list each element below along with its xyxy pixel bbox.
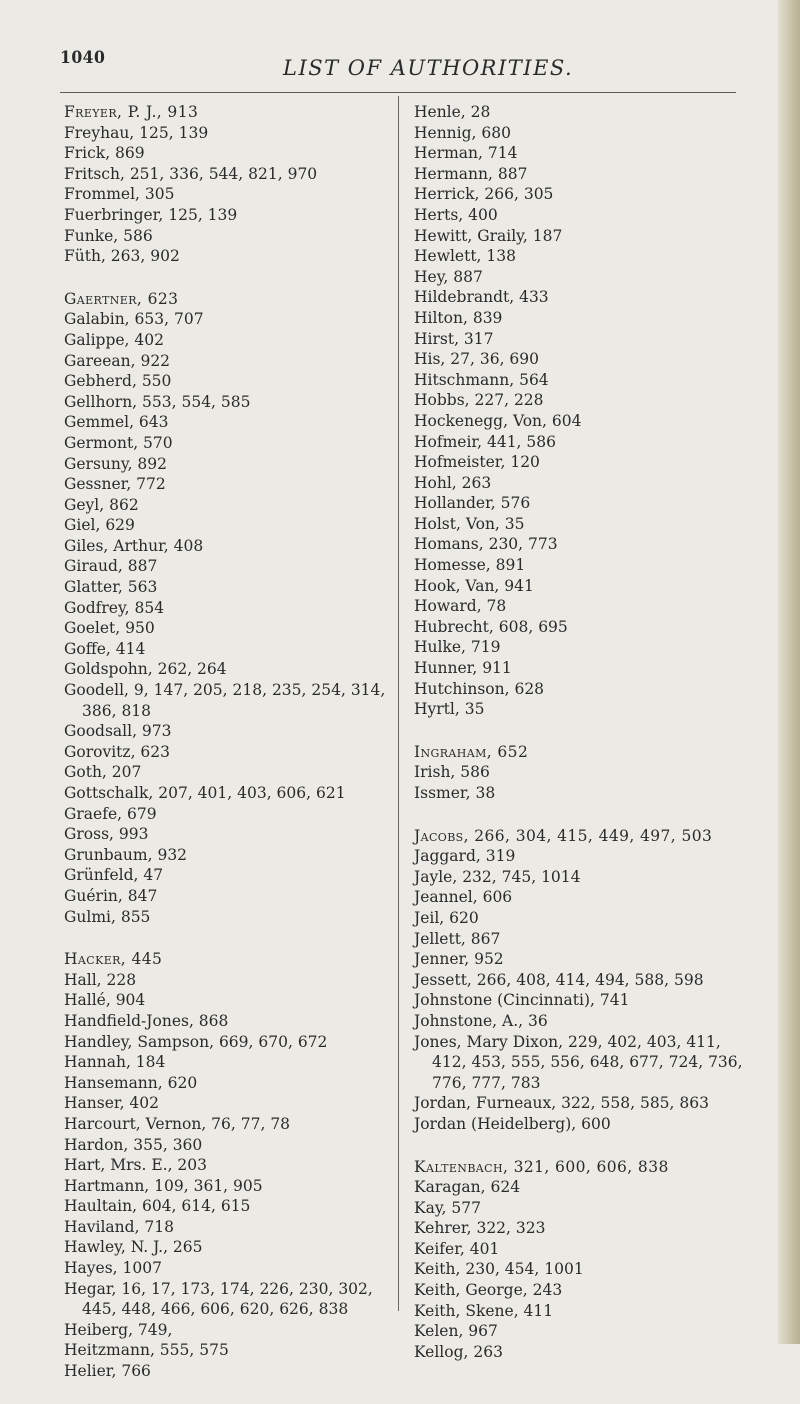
index-entry: Goodell, 9, 147, 205, 218, 235, 254, 314, 386, 818 <box>64 681 386 720</box>
index-entry: Johnstone, A., 36 <box>414 1011 548 1030</box>
index-entry: Grunbaum, 932 <box>64 845 188 864</box>
index-entry: Füth, 263, 902 <box>64 247 180 266</box>
index-entry: Hannah, 184 <box>64 1053 166 1072</box>
index-entry: Johnstone (Cincinnati), 741 <box>414 991 630 1010</box>
index-entry: Handley, Sampson, 669, 670, 672 <box>64 1032 328 1051</box>
index-entry: Hyrtl, 35 <box>414 700 485 719</box>
index-entry: Keith, George, 243 <box>414 1281 563 1300</box>
index-entry: Guérin, 847 <box>64 886 158 905</box>
index-entry: Germont, 570 <box>64 433 173 452</box>
index-entry: Keith, 230, 454, 1001 <box>414 1260 584 1279</box>
index-entry: Jaggard, 319 <box>414 847 516 866</box>
index-entry: Fuerbringer, 125, 139 <box>64 205 238 224</box>
index-entry: Frommel, 305 <box>64 185 175 204</box>
index-entry: Hook, Van, 941 <box>414 576 534 595</box>
index-entry: Freyer, P. J., 913 <box>64 103 199 121</box>
index-entry: Giles, Arthur, 408 <box>64 536 204 555</box>
index-entry: Issmer, 38 <box>414 784 496 802</box>
index-letter-group <box>414 102 749 720</box>
index-entry: Hohl, 263 <box>414 473 492 492</box>
index-entry: Hobbs, 227, 228 <box>414 391 544 410</box>
index-entry: Geyl, 862 <box>64 495 139 514</box>
index-entry: Hansemann, 620 <box>64 1073 198 1092</box>
index-entry: Ingraham, 652 <box>414 742 529 761</box>
index-entry: Goodsall, 973 <box>64 722 172 741</box>
index-entry: Haviland, 718 <box>64 1217 175 1236</box>
index-entry: Kehrer, 322, 323 <box>414 1219 546 1238</box>
index-entry: Keifer, 401 <box>414 1239 500 1258</box>
index-entry: Hayes, 1007 <box>64 1259 162 1278</box>
index-entry: Hockenegg, Von, 604 <box>414 411 582 430</box>
index-entry: Handfield-Jones, 868 <box>64 1011 229 1030</box>
index-entry: Jeannel, 606 <box>414 888 513 907</box>
index-entry: Homans, 230, 773 <box>414 535 558 554</box>
index-entry: Hartmann, 109, 361, 905 <box>64 1176 263 1195</box>
index-entry: Jenner, 952 <box>414 950 504 969</box>
index-entry: Keith, Skene, 411 <box>414 1301 554 1320</box>
index-entry: Hitschmann, 564 <box>414 370 549 389</box>
index-entry: Goldspohn, 262, 264 <box>64 660 227 679</box>
page-number: 1040 <box>60 48 106 68</box>
index-entry: Hofmeir, 441, 586 <box>414 432 556 451</box>
index-entry: Haultain, 604, 614, 615 <box>64 1197 251 1216</box>
index-entry: Gareean, 922 <box>64 351 171 370</box>
index-entry: Graefe, 679 <box>64 804 157 823</box>
index-letter-group <box>64 102 394 267</box>
index-entry: Goelet, 950 <box>64 619 155 638</box>
index-entry: Homesse, 891 <box>414 556 526 575</box>
index-letter-group <box>64 289 394 927</box>
index-entry: Hennig, 680 <box>414 123 511 142</box>
index-entry: Hart, Mrs. E., 203 <box>64 1156 208 1175</box>
page-edge-shadow <box>778 0 800 1344</box>
index-entry: Godfrey, 854 <box>64 598 165 617</box>
index-entry: Gottschalk, 207, 401, 403, 606, 621 <box>64 784 346 802</box>
index-entry: Goffe, 414 <box>64 639 146 658</box>
index-entry: Hermann, 887 <box>414 164 528 183</box>
index-entry: Hegar, 16, 17, 173, 174, 226, 230, 302, 445, 448, 466, 606, 620, 626, 838 <box>64 1279 373 1319</box>
index-entry: Harcourt, Vernon, 76, 77, 78 <box>64 1114 291 1133</box>
index-entry: Hallé, 904 <box>64 991 146 1010</box>
index-entry: Helier, 766 <box>64 1362 151 1381</box>
index-entry: Hawley, N. J., 265 <box>64 1238 203 1257</box>
index-entry: Hewlett, 138 <box>414 247 516 266</box>
index-entry: Kellog, 263 <box>414 1342 503 1361</box>
column-divider <box>398 96 399 1311</box>
index-entry: Kelen, 967 <box>414 1322 498 1341</box>
index-entry: Heiberg, 749, <box>64 1320 173 1339</box>
index-entry: Gersuny, 892 <box>64 454 168 473</box>
index-entry: Kay, 577 <box>414 1198 481 1217</box>
index-entry: Gaertner, 623 <box>64 289 179 308</box>
index-entry: Gross, 993 <box>64 825 149 844</box>
index-entry: Hunner, 911 <box>414 659 512 678</box>
index-entry: Funke, 586 <box>64 226 153 245</box>
index-entry: Hewitt, Graily, 187 <box>414 226 563 245</box>
index-entry: Hilton, 839 <box>414 308 503 327</box>
index-entry: Irish, 586 <box>414 763 490 782</box>
index-entry: Glatter, 563 <box>64 578 158 597</box>
index-entry: Karagan, 624 <box>414 1178 521 1197</box>
index-entry: Heitzmann, 555, 575 <box>64 1341 229 1360</box>
left-column <box>64 102 394 1404</box>
index-entry: Hildebrandt, 433 <box>414 288 549 307</box>
index-entry: Hulke, 719 <box>414 638 501 657</box>
index-entry: Hey, 887 <box>414 267 483 286</box>
index-entry: Henle, 28 <box>414 103 491 121</box>
index-letter-group <box>414 826 749 1135</box>
index-entry: Gorovitz, 623 <box>64 742 171 761</box>
index-entry: Giel, 629 <box>64 516 135 535</box>
index-entry: Giraud, 887 <box>64 557 158 576</box>
index-entry: Hutchinson, 628 <box>414 679 545 698</box>
index-entry: Grünfeld, 47 <box>64 866 164 885</box>
index-entry: Jordan, Furneaux, 322, 558, 585, 863 <box>414 1094 709 1113</box>
index-entry: Holst, Von, 35 <box>414 514 525 533</box>
index-entry: Howard, 78 <box>414 597 507 616</box>
index-entry: Herts, 400 <box>414 205 498 224</box>
index-entry: His, 27, 36, 690 <box>414 350 540 369</box>
index-entry: Hollander, 576 <box>414 494 531 513</box>
index-entry: Herman, 714 <box>414 144 518 163</box>
index-entry: Jessett, 266, 408, 414, 494, 588, 598 <box>414 970 704 989</box>
index-entry: Galippe, 402 <box>64 330 164 349</box>
index-entry: Gessner, 772 <box>64 475 166 494</box>
index-entry: Hubrecht, 608, 695 <box>414 617 568 636</box>
index-entry: Jones, Mary Dixon, 229, 402, 403, 411, 412, 453, 555, 556, 648, 677, 724, 736, 776, 777, 783 <box>414 1032 743 1092</box>
index-entry: Jeil, 620 <box>414 908 479 927</box>
index-entry: Gemmel, 643 <box>64 413 169 432</box>
index-letter-group <box>414 742 749 804</box>
index-entry: Gebherd, 550 <box>64 372 172 391</box>
index-entry: Frick, 869 <box>64 144 145 163</box>
index-letter-group <box>414 1157 749 1363</box>
index-entry: Hardon, 355, 360 <box>64 1135 203 1154</box>
right-column <box>414 102 749 1384</box>
index-entry: Hofmeister, 120 <box>414 453 540 472</box>
index-entry: Jacobs, 266, 304, 415, 449, 497, 503 <box>414 826 713 845</box>
index-entry: Herrick, 266, 305 <box>414 185 554 204</box>
index-entry: Fritsch, 251, 336, 544, 821, 970 <box>64 164 318 183</box>
running-head: LIST OF AUTHORITIES. <box>283 56 574 80</box>
index-entry: Hirst, 317 <box>414 329 494 348</box>
index-entry: Kaltenbach, 321, 600, 606, 838 <box>414 1157 669 1176</box>
index-entry: Hacker, 445 <box>64 950 163 969</box>
header-rule <box>60 92 736 93</box>
index-entry: Jayle, 232, 745, 1014 <box>414 867 581 886</box>
index-entry: Gellhorn, 553, 554, 585 <box>64 392 251 411</box>
index-entry: Hanser, 402 <box>64 1094 160 1113</box>
index-entry: Gulmi, 855 <box>64 907 151 926</box>
index-entry: Galabin, 653, 707 <box>64 310 204 329</box>
index-letter-group <box>64 949 394 1381</box>
index-entry: Jellett, 867 <box>414 929 501 948</box>
index-entry: Freyhau, 125, 139 <box>64 123 209 142</box>
index-entry: Hall, 228 <box>64 970 137 989</box>
index-entry: Goth, 207 <box>64 763 142 782</box>
index-entry: Jordan (Heidelberg), 600 <box>414 1114 611 1133</box>
